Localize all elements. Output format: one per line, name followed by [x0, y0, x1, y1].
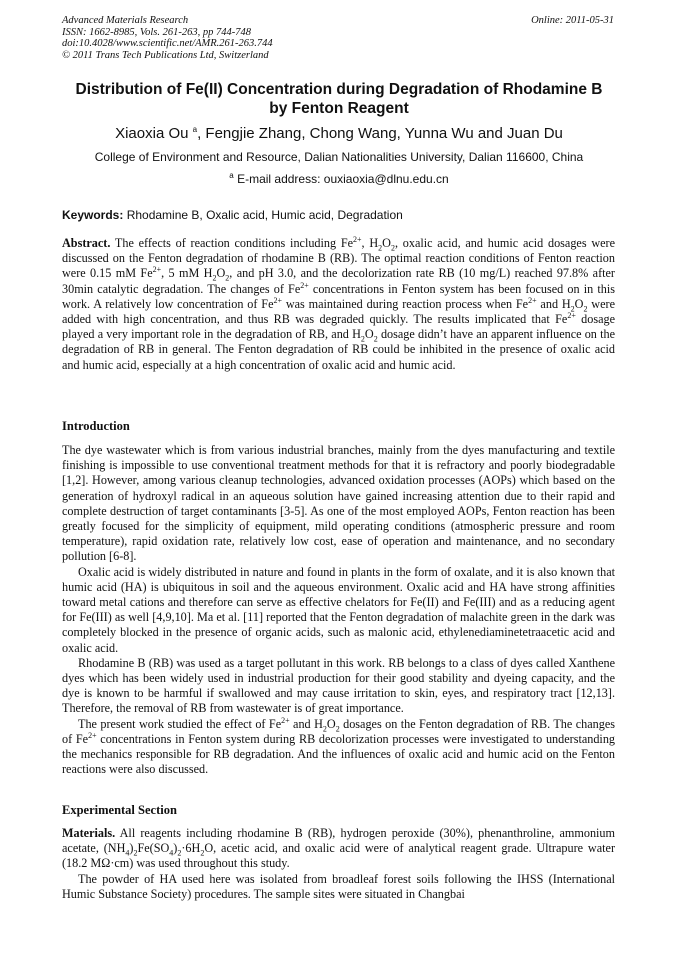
materials-text: Fe(SO: [137, 841, 170, 856]
sup: 2+: [152, 265, 162, 275]
materials-text: ): [173, 841, 178, 856]
sub: 2: [378, 243, 383, 253]
materials-text: ·6H: [181, 841, 201, 856]
sup: 2+: [528, 295, 537, 305]
intro-paragraph: Rhodamine B (RB) was used as a target pollutant in this work. RB belongs to a class of dyes called Xanthene dyes which has been widely used in industrial production for their good stability and dyeing capacity, and the dye is known to be harmful if swallowed and may cause irritation to skin, eyes, and respiratory tract [12,13]. Therefore, the removal of RB from wastewater is of great importance.: [62, 655, 615, 716]
introduction-body: [62, 443, 615, 777]
sub: 2: [335, 724, 340, 734]
intro-text: dosages on the Fenton degradation of RB. The changes of Fe: [62, 716, 615, 746]
abstract-text: , and pH 3.0, and the decolorization rate RB (10 mg/L) reached 97.8% after 30min catalytic degradation. The changes of Fe: [62, 266, 615, 296]
issn-line: ISSN: 1662-8985, Vols. 261-263, pp 744-748: [62, 26, 251, 38]
sub: 2: [583, 304, 588, 314]
abstract-text: and H: [536, 296, 571, 311]
paper-title: [62, 80, 616, 118]
sub: 2: [390, 243, 395, 253]
first-author: Xiaoxia Ou: [115, 125, 189, 142]
abstract-text: , oxalic acid, and humic acid dosages were discussed on the Fenton degradation of rhodamine B (RB). The optimal reaction conditions of Fenton reaction were 0.15 mM Fe: [62, 236, 615, 281]
abstract-label: Abstract.: [62, 236, 111, 250]
intro-text: O: [326, 716, 336, 731]
materials-text: ): [129, 841, 134, 856]
sup: 2+: [300, 280, 309, 290]
email-line: [62, 171, 616, 187]
intro-text: The present work studied the effect of Fe: [78, 716, 282, 731]
sub: 2: [373, 334, 378, 344]
sub: 2: [322, 724, 327, 734]
author-affil-mark: a: [192, 125, 198, 134]
abstract: [62, 236, 615, 373]
sub: 2: [360, 334, 365, 344]
abstract-text: were added with high concentration, and thus RB was degraded quickly. The results implicated that Fe: [62, 296, 615, 327]
author-list: [62, 124, 616, 143]
journal-header: [62, 15, 614, 61]
sup: 2+: [273, 295, 282, 305]
title-line-2: by Fenton Reagent: [269, 100, 409, 117]
title-line-1: Distribution of Fe(II) Concentration during Degradation of Rhodamine B: [75, 81, 603, 98]
copyright-line: © 2011 Trans Tech Publications Ltd, Switzerland: [62, 49, 269, 61]
affiliation: College of Environment and Resource, Dalian Nationalities University, Dalian 116600, China: [94, 150, 584, 164]
sub: 2: [133, 848, 138, 858]
sub: 2: [570, 304, 575, 314]
intro-paragraph: [62, 717, 615, 778]
experimental-paragraph: The powder of HA used here was isolated from broadleaf forest soils following the IHSS (International Humic Substance Society) procedures. The sample sites were situated in Changbai: [62, 871, 615, 901]
materials-text: O, acetic acid, and oxalic acid were of analytical reagent grade. Ultrapure water (18.2 MΩ·cm) was used throughout this study.: [62, 841, 615, 871]
abstract-text: was maintained during reaction process when Fe: [282, 296, 529, 311]
sub: 2: [225, 273, 230, 283]
email-text: E-mail address: ouxiaoxia@dlnu.edu.cn: [233, 172, 449, 186]
abstract-text: O: [216, 266, 226, 281]
abstract-text: concentrations in Fenton system has been focused on in this work. A relatively low concentration of Fe: [62, 281, 615, 311]
email-mark: a: [229, 171, 234, 180]
online-date: Online: 2011-05-31: [531, 15, 614, 26]
abstract-text: O: [574, 296, 584, 311]
materials-text: All reagents including rhodamine B (RB), hydrogen peroxide (30%), phenanthroline, ammonium acetate, (NH: [62, 826, 615, 856]
keywords: [62, 207, 616, 223]
journal-name: Advanced Materials Research: [62, 15, 189, 26]
abstract-text: O: [364, 327, 374, 342]
abstract-text: , H: [361, 236, 379, 250]
sup: 2+: [353, 234, 362, 244]
sup: 2+: [281, 715, 290, 725]
materials-paragraph: [62, 826, 615, 872]
abstract-text: The effects of reaction conditions including Fe: [110, 236, 354, 250]
other-authors: , Fengjie Zhang, Chong Wang, Yunna Wu and Juan Du: [197, 125, 563, 142]
sub: 4: [169, 848, 174, 858]
intro-paragraph: Oxalic acid is widely distributed in nature and found in plants in the form of oxalate, and it is also known that humic acid (HA) is ubiquitous in soil and the aqueous environment. Oxalic acid and HA have strong affinities toward metal cations and therefore can serve as effective chelators for Fe(II) and Fe(III) and as a reducing agent for Fe(III) as well [4,9,10]. Ma et al. [11] reported that the Fenton degradation of malachite green in the dark was completely blocked in the presence of organic acids, such as malonic acid, ethylenediaminetetraacetic acid and oxalic acid.: [62, 564, 615, 655]
sub: 2: [177, 848, 182, 858]
experimental-heading: Experimental Section: [62, 803, 177, 817]
intro-text: and H: [289, 716, 323, 731]
doi-line: doi:10.4028/www.scientific.net/AMR.261-263.744: [62, 38, 273, 49]
introduction-heading: Introduction: [62, 419, 130, 433]
sup: 2+: [88, 730, 97, 740]
abstract-text: dosage didn’t have an apparent influence on the degradation of RB in general. The Fenton degradation of RB could be inhibited in the presence of oxalic acid and humic acid, especially at a high concentration of oxalic acid and humic acid.: [62, 327, 616, 372]
abstract-text: dosage played a very important role in the degradation of RB, and H: [62, 312, 616, 342]
abstract-text: O: [382, 236, 391, 250]
materials-label: Materials.: [62, 826, 116, 840]
intro-paragraph: The dye wastewater which is from various industrial branches, mainly from the dyes manufacturing and textile finishing is impossible to use conventional treatment methods for that it is refractory and poorly biodegradable [1,2]. However, among various cleanup technologies, advanced oxidation processes (AOPs) which based on the generation of hydroxyl radical in an aqueous solution have gained increasing attention due to their rapid and complete destruction of target contaminants [3-5]. As one of the most employed AOPs, Fenton reaction has been greatly focused for the simplicity of equipment, mild operating conditions (atmospheric pressure and room temperature), rapid oxidation rate, relatively low cost, ease of operation and maintenance, and no secondary pollution [6-8].: [62, 443, 615, 564]
sub: 4: [125, 848, 130, 858]
sub: 2: [212, 273, 217, 283]
sub: 2: [200, 848, 205, 858]
sup: 2+: [567, 310, 576, 320]
keywords-text: Rhodamine B, Oxalic acid, Humic acid, Degradation: [123, 208, 403, 222]
keywords-label: Keywords:: [62, 208, 124, 222]
intro-text: concentrations in Fenton system during RB decolorization processes were investigated to understanding the mechanics responsible for RB degradation. And the influences of oxalic acid and humic acid on the Fenton reactions were also discussed.: [62, 731, 616, 777]
abstract-text: , 5 mM H: [161, 266, 213, 281]
experimental-body: [62, 826, 615, 902]
